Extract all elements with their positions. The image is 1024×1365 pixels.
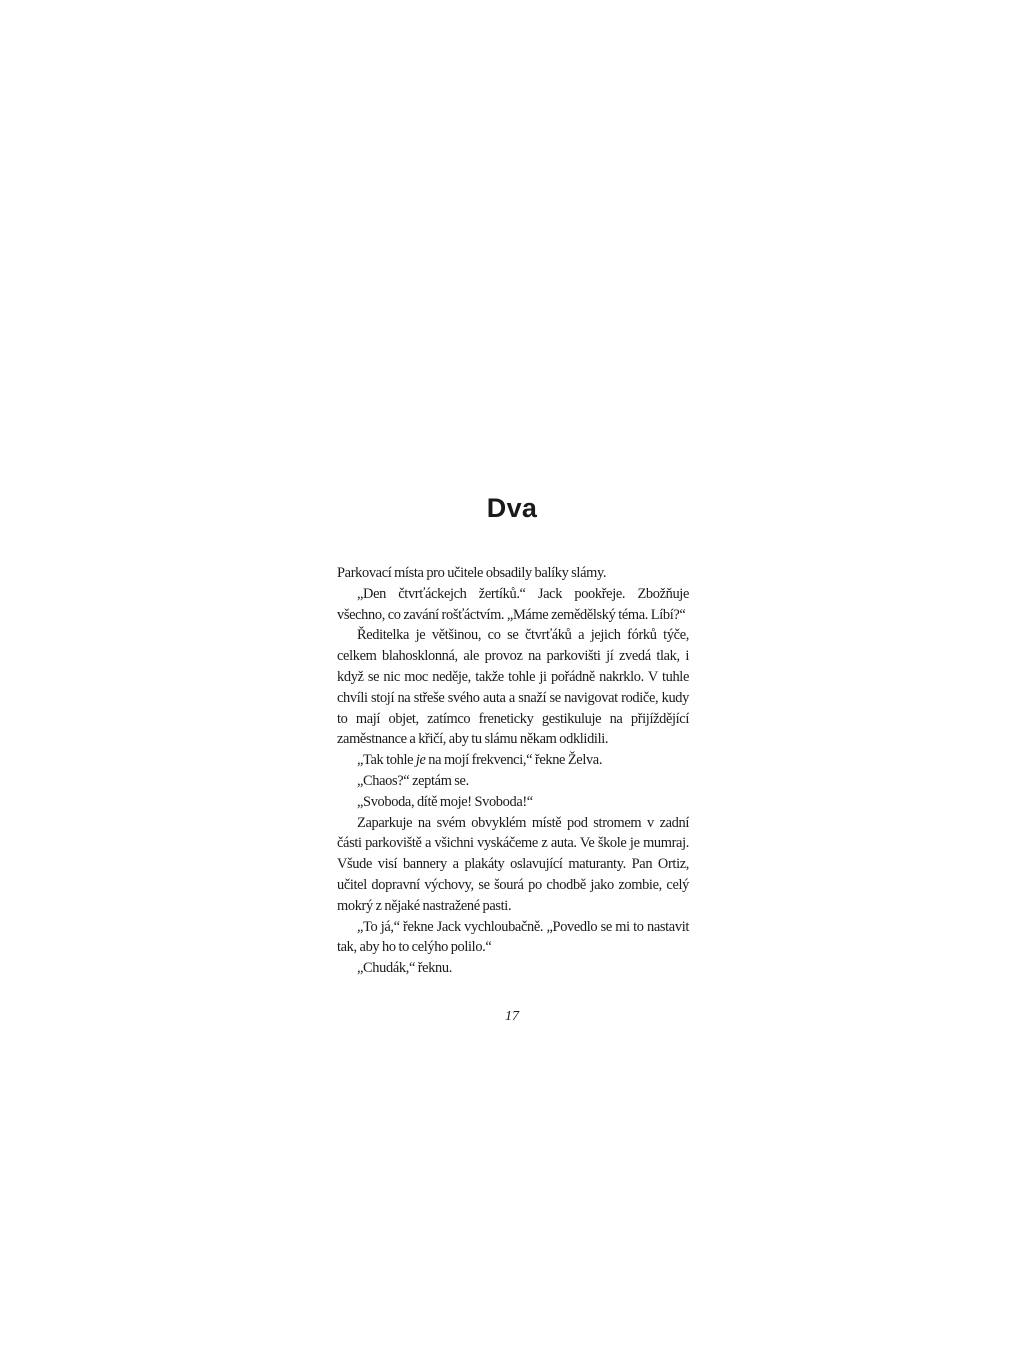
paragraph-4-emphasis: je — [415, 752, 426, 769]
paragraph-6: „Svoboda, dítě moje! Svoboda!“ — [357, 793, 533, 810]
paragraph-3: Ředitelka je většinou, co se čtvrťáků a jejich fórků týče, celkem blahosklonná, ale provoz na parkovišti jí zvedá tlak, i když se nic moc neděje, takže tohle ji pořádně nakrklo. V tuhle chvíli stojí na střeše svého auta a snaží se navigovat rodiče, kudy to mají objet, zatímco freneticky gestikuluje na přijíždějící zaměstnance a křičí, aby tu slámu někam odklidili. — [337, 627, 689, 748]
paragraph-4-before: „Tak tohle — [357, 752, 416, 769]
paragraph-4 — [337, 750, 689, 771]
paragraph-7: Zaparkuje na svém obvyklém místě pod stromem v zadní části parkoviště a všichni vyskáčeme z auta. Ve škole je mumraj. Všude visí bannery a plakáty oslavující maturanty. Pan Ortiz, učitel dopravní výchovy, se šourá po chodbě jako zombie, celý mokrý z nějaké nastražené pasti. — [337, 814, 689, 914]
paragraph-4-after: na mojí frekvenci,“ řekne Želva. — [425, 752, 603, 769]
paragraph-9: „Chudák,“ řeknu. — [357, 960, 452, 977]
paragraph-1: Parkovací místa pro učitele obsadily balíky slámy. — [337, 565, 607, 581]
paragraph-2: „Den čtvrťáckejch žertíků.“ Jack pookřeje. Zbožňuje všechno, co zavání rošťáctvím. „Máme zemědělský téma. Líbí?“ — [337, 585, 689, 623]
paragraph-5: „Chaos?“ zeptám se. — [357, 772, 469, 789]
chapter-title: Dva — [486, 493, 538, 523]
paragraph-8: „To já,“ řekne Jack vychloubačně. „Povedlo se mi to nastavit tak, aby ho to celýho polilo.“ — [337, 918, 689, 956]
chapter-body — [337, 563, 689, 979]
page-number: 17 — [505, 1009, 519, 1024]
